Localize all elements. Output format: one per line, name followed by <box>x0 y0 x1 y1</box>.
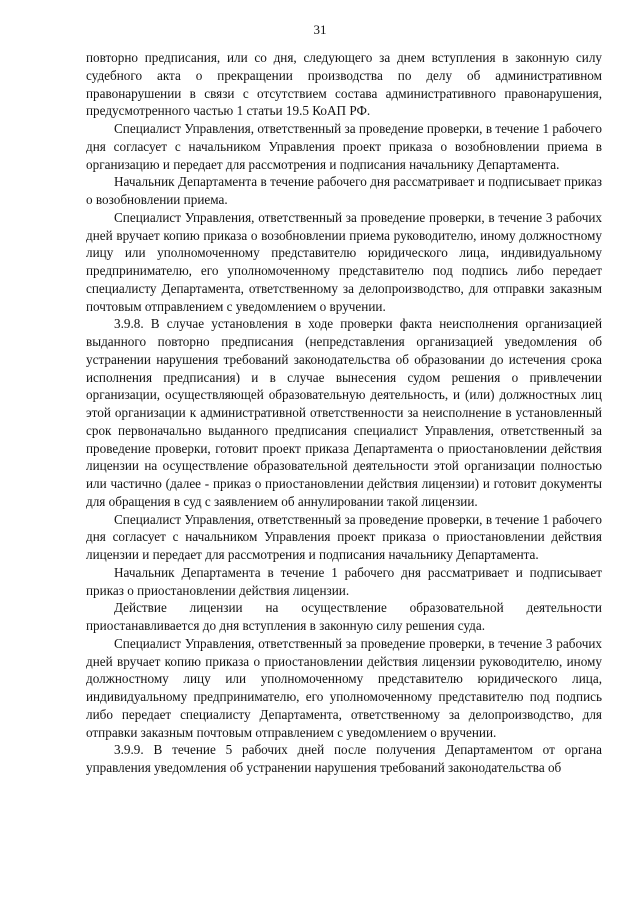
paragraph-signing-resumption: Начальник Департамента в течение рабочего дня рассматривает и подписывает приказ о возобновлении приема. <box>86 174 602 207</box>
page-number: 31 <box>313 22 327 37</box>
paragraph-delivery-resumption: Специалист Управления, ответственный за проведение проверки, в течение 3 рабочих дней вручает копию приказа о возобновлении приема руководителю, иному должностному лицу или уполномоченному представителю юридического лица, индивидуальному предпринимателю, его уполномоченному представителю под подпись либо передает специалисту Департамента, ответственному за делопроизводство, для отправки заказным почтовым отправлением с уведомлением о вручении. <box>86 209 602 314</box>
paragraph-approval-resumption: Специалист Управления, ответственный за проведение проверки, в течение 1 рабочего дня согласует с начальником Управления проект приказа о возобновлении приема в организацию и передает для рассмотрения и подписания начальнику Департамента. <box>86 121 602 172</box>
paragraph-license-suspended: Действие лицензии на осуществление образовательной деятельности приостанавливается до дня вступления в законную силу решения суда. <box>86 600 602 633</box>
paragraph-delivery-suspension: Специалист Управления, ответственный за проведение проверки, в течение 3 рабочих дней вручает копию приказа о приостановлении действия лицензии руководителю, иному должностному лицу или уполномоченному представителю юридического лица, индивидуальному предпринимателю, его уполномоченному представителю под подпись либо передает специалисту Департамента, ответственному за делопроизводство, для отправки заказным почтовым отправлением с уведомлением о вручении. <box>86 635 602 740</box>
paragraph-approval-suspension: Специалист Управления, ответственный за проведение проверки, в течение 1 рабочего дня согласует с начальником Управления проект приказа о приостановлении действия лицензии и передает для рассмотрения и подписания начальнику Департамента. <box>86 511 602 562</box>
paragraph-section-3-9-9: 3.9.9. В течение 5 рабочих дней после получения Департаментом от органа управления уведомления об устранении нарушения требований законодательства об <box>86 742 602 775</box>
paragraph-section-3-9-8: 3.9.8. В случае установления в ходе проверки факта неисполнения организацией выданного повторно предписания (непредставления организацией уведомления об устранении нарушения требований законодательства об образовании до истечения срока исполнения предписания) и в случае вынесения судом решения о привлечении организации, осуществляющей образовательную деятельность, и (или) должностных лиц этой организации к административной ответственности за неисполнение в установленный срок первоначально выданного предписания специалист Управления, ответственный за проведение проверки, готовит проект приказа Департамента о приостановлении действия лицензии на осуществление образовательной деятельности этой организации полностью или частично (далее - приказ о приостановлении действия лицензии) и готовит документы для обращения в суд с заявлением об аннулировании такой лицензии. <box>86 316 602 509</box>
document-body <box>86 49 602 777</box>
paragraph-signing-suspension: Начальник Департамента в течение 1 рабочего дня рассматривает и подписывает приказ о приостановлении действия лицензии. <box>86 564 602 598</box>
paragraph-continuation: повторно предписания, или со дня, следующего за днем вступления в законную силу судебного акта о прекращении производства по делу об административном правонарушении в связи с отсутствием состава административного правонарушения, предусмотренного частью 1 статьи 19.5 КоАП РФ. <box>86 50 602 119</box>
